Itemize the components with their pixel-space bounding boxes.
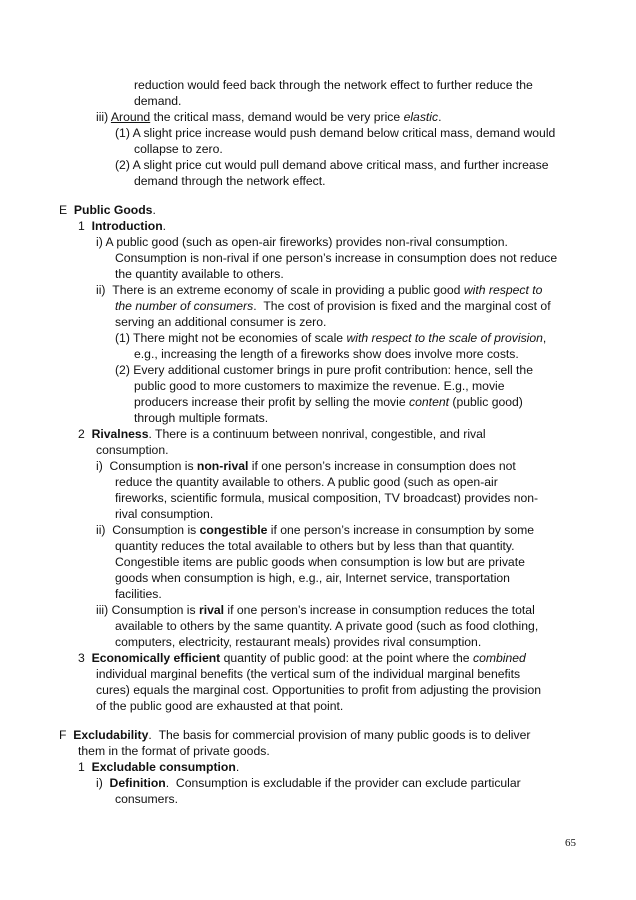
text-line: (1) A slight price increase would push demand below critical mass, demand would [115,126,556,140]
text-line: them in the format of private goods. [78,744,270,758]
text-line: producers increase their profit by selling the movie content (public good) [134,395,523,409]
text-line: Congestible items are public goods when consumption is low but are private [115,555,525,569]
text-line: fireworks, scientific formula, musical composition, TV broadcast) provides non- [115,491,539,505]
text-line: rival consumption. [115,507,214,521]
text-line: the quantity available to others. [115,267,284,281]
subsection-heading: 1 Excludable consumption. [78,760,240,774]
section-heading: E Public Goods. [59,203,156,217]
text-line: consumers. [115,792,178,806]
text-line: i) Definition. Consumption is excludable if the provider can exclude particular [96,776,521,790]
text-line: public good to more customers to maximize the revenue. E.g., movie [134,379,505,393]
text-line: the number of consumers. The cost of provision is fixed and the marginal cost of [115,299,551,313]
text-line: quantity reduces the total available to others but by less than that quantity. [115,539,515,553]
text-line: goods when consumption is high, e.g., air, Internet service, transportation [115,571,510,585]
text-line: iii) Consumption is rival if one person’s increase in consumption reduces the total [96,603,535,617]
text-line: e.g., increasing the length of a fireworks show does involve more costs. [134,347,519,361]
text-line: iii) Around the critical mass, demand would be very price elastic. [96,110,442,124]
text-line: ii) There is an extreme economy of scale in providing a public good with respect to [96,283,543,297]
text-line: serving an additional consumer is zero. [115,315,327,329]
text-line: i) A public good (such as open-air fireworks) provides non-rival consumption. [96,235,508,249]
text-line: collapse to zero. [134,142,223,156]
subsection-heading: 3 Economically efficient quantity of public good: at the point where the combined [78,651,526,665]
text-line: individual marginal benefits (the vertical sum of the individual marginal benefits [96,667,521,681]
text-line: through multiple formats. [134,411,269,425]
text-line: Consumption is non-rival if one person’s increase in consumption does not reduce [115,251,558,265]
subsection-heading: 2 Rivalness. There is a continuum between nonrival, congestible, and rival [78,427,486,441]
subsection-heading: 1 Introduction. [78,219,167,233]
text-line: of the public good are exhausted at that point. [96,699,344,713]
text-line: computers, electricity, restaurant meals) provides rival consumption. [115,635,482,649]
section-heading: F Excludability. The basis for commercial provision of many public goods is to deliver [59,728,531,742]
text-line: reduce the quantity available to others. A public good (such as open-air [115,475,498,489]
page-number: 65 [565,837,576,849]
text-line: demand. [134,94,182,108]
text-line: (2) A slight price cut would pull demand above critical mass, and further increase [115,158,549,172]
text-line: (1) There might not be economies of scale with respect to the scale of provision, [115,331,547,345]
text-line: demand through the network effect. [134,174,326,188]
text-line: facilities. [115,587,162,601]
text-line: available to others by the same quantity. A private good (such as food clothing, [115,619,539,633]
text-line: i) Consumption is non-rival if one person’s increase in consumption does not [96,459,516,473]
text-line: consumption. [96,443,169,457]
text-line: (2) Every additional customer brings in pure profit contribution: hence, sell the [115,363,533,377]
text-line: ii) Consumption is congestible if one person’s increase in consumption by some [96,523,535,537]
text-line: reduction would feed back through the network effect to further reduce the [134,78,533,92]
text-line: cures) equals the marginal cost. Opportunities to profit from adjusting the provision [96,683,542,697]
